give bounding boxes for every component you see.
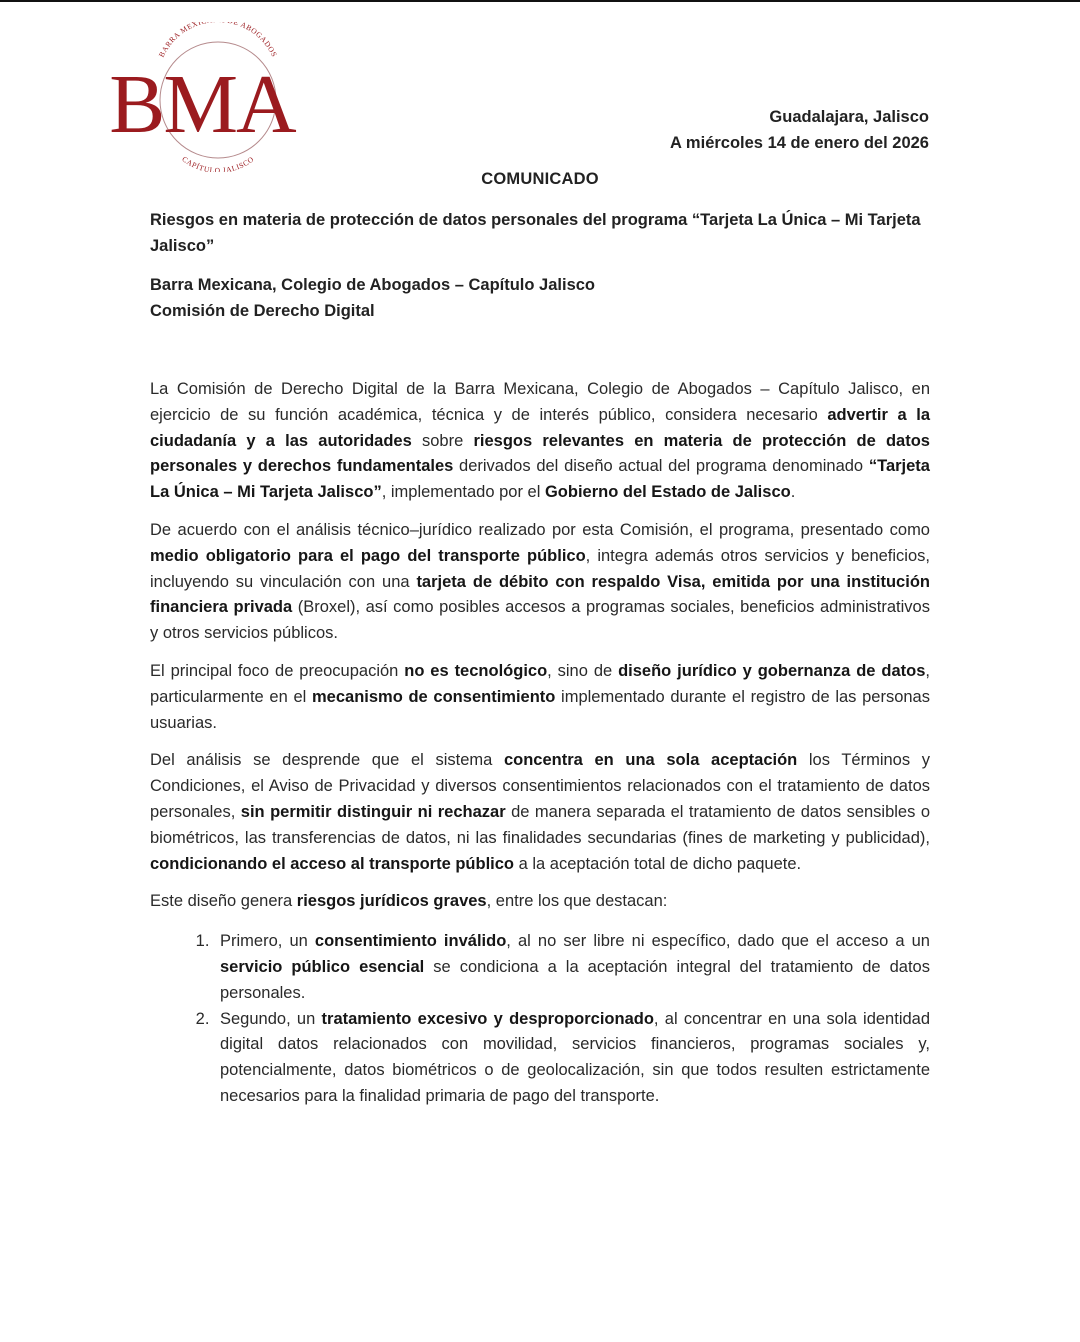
text-run: Segundo, un xyxy=(220,1009,322,1028)
bma-logo-graphic xyxy=(86,22,318,172)
risk-item xyxy=(214,1007,930,1110)
text-run: se condiciona a la aceptación integral del tratamiento de datos personales. xyxy=(220,957,930,1002)
text-run: a la aceptación total de dicho paquete. xyxy=(514,854,802,873)
emphasized-text: riesgos relevantes en materia de protección de datos personales y derechos fundamentales xyxy=(150,431,930,476)
text-run: El principal foco de preocupación xyxy=(150,661,405,680)
emphasized-text: consentimiento inválido xyxy=(314,932,507,951)
place-and-date xyxy=(670,104,929,156)
emphasized-text: Gobierno del Estado de Jalisco xyxy=(544,483,791,502)
emphasized-text: tarjeta de débito con respaldo Visa, emitida por una institución financiera privada xyxy=(150,572,930,617)
logo-arc-bottom-text: CAPÍTULO JALISCO xyxy=(180,154,256,172)
text-run: , al concentrar en una sola identidad digital datos relacionados con movilidad, servicios financieros, programas sociales y, potencialmente, datos biométricos o de geolocalización, sin que todos resulten estrictamente necesarios para la finalidad primaria de pago del transporte. xyxy=(220,1009,931,1105)
emphasized-text: “Tarjeta La Única – Mi Tarjeta Jalisco” xyxy=(150,457,930,502)
emphasized-text: concentra en una sola aceptación xyxy=(503,751,798,770)
emphasized-text: sin permitir distinguir ni rechazar xyxy=(240,802,506,821)
text-run: De acuerdo con el análisis técnico–jurídico realizado por esta Comisión, el programa, presentado como xyxy=(150,520,930,539)
text-run: , implementado por el xyxy=(381,483,545,502)
emphasized-text: diseño jurídico y gobernanza de datos xyxy=(618,661,926,680)
document-subject: Riesgos en materia de protección de datos personales del programa “Tarjeta La Única – Mi Tarjeta Jalisco” xyxy=(150,211,921,255)
text-run: (Broxel), así como posibles accesos a programas sociales, beneficios administrativos y otros servicios públicos. xyxy=(150,598,930,643)
body-paragraph xyxy=(150,518,930,647)
document-body xyxy=(150,377,930,1110)
logo-arc-top-text: BARRA MEXI E ABOGADOS xyxy=(156,22,280,59)
issuer-commission: Comisión de Derecho Digital xyxy=(150,302,375,320)
text-run: Este diseño genera xyxy=(150,892,297,911)
text-run: , al no ser libre ni específico, dado que el acceso a un xyxy=(506,932,930,951)
emphasized-text: medio obligatorio para el pago del transporte público xyxy=(150,546,586,565)
text-run: La Comisión de Derecho Digital de la Barra Mexicana, Colegio de Abogados – Capítulo Jalisco, en ejercicio de su función académica, técnica y de interés público, considera necesario xyxy=(150,380,930,424)
logo-initials: BMA xyxy=(109,58,295,151)
text-run: los Términos y Condiciones, el Aviso de Privacidad y diversos consentimientos relacionados con el tratamiento de datos personales, xyxy=(150,751,930,821)
top-border xyxy=(0,0,1080,2)
text-run: , integra además otros servicios y beneficios, incluyendo su vinculación con una xyxy=(150,546,930,591)
emphasized-text: mecanismo de consentimiento xyxy=(312,687,556,706)
text-run: de manera separada el tratamiento de datos sensibles o biométricos, las transferencias de datos, ni las finalidades secundarias (fines de marketing y publicidad), xyxy=(150,802,930,847)
emphasized-text: tratamiento excesivo y desproporcionado xyxy=(321,1009,654,1028)
body-paragraph xyxy=(150,889,930,915)
document-title: COMUNICADO xyxy=(481,170,599,188)
text-run: Primero, un xyxy=(220,932,315,951)
risks-list xyxy=(150,929,930,1110)
text-run: , particularmente en el xyxy=(150,661,930,706)
emphasized-text: no es tecnológico xyxy=(404,661,548,680)
date: A miércoles 14 de enero del 2026 xyxy=(670,134,929,152)
text-run: derivados del diseño actual del programa denominado xyxy=(453,457,869,476)
text-run: , sino de xyxy=(547,661,619,680)
text-run: . xyxy=(790,483,796,502)
text-run: Del análisis se desprende que el sistema xyxy=(150,751,504,770)
text-run: , entre los que destacan: xyxy=(486,892,668,911)
bma-logo xyxy=(86,22,318,172)
emphasized-text: condicionando el acceso al transporte público xyxy=(150,854,514,873)
body-paragraph xyxy=(150,748,930,877)
issuer-organization: Barra Mexicana, Colegio de Abogados – Capítulo Jalisco xyxy=(150,276,596,294)
body-paragraph xyxy=(150,659,930,736)
issuer-block xyxy=(150,272,595,324)
text-run: sobre xyxy=(411,431,474,450)
place: Guadalajara, Jalisco xyxy=(769,108,929,126)
body-paragraph xyxy=(150,377,930,506)
risk-item xyxy=(214,929,930,1006)
emphasized-text: riesgos jurídicos graves xyxy=(296,892,487,911)
emphasized-text: advertir a la ciudadanía y a las autoridades xyxy=(150,405,930,450)
text-run: implementado durante el registro de las personas usuarias. xyxy=(150,687,930,732)
emphasized-text: servicio público esencial xyxy=(220,957,425,976)
